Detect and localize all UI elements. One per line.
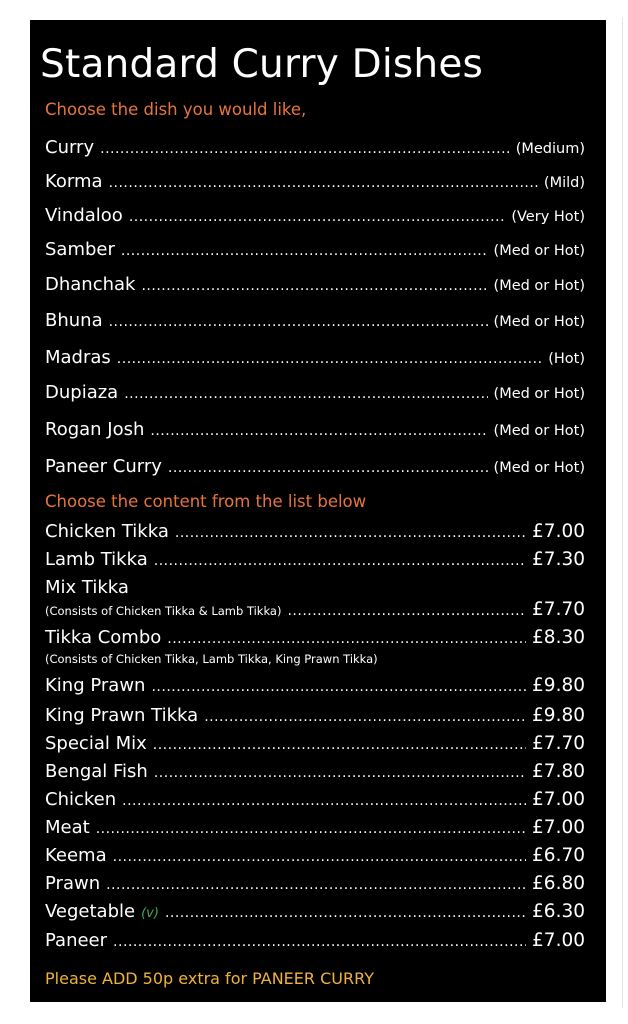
menu-panel [30,20,606,1002]
content-name: King Prawn Tikka [45,705,199,726]
dot-leader [204,709,526,725]
dot-leader [168,460,488,476]
footer-note: Please ADD 50p extra for PANEER CURRY [45,969,374,988]
dot-leader [175,525,526,541]
dish-row [45,171,585,192]
dish-name: Korma [45,171,103,192]
dot-leader [167,631,526,647]
content-note: (Consists of Chicken Tikka & Lamb Tikka) [45,604,282,618]
content-name: Meat [45,817,90,838]
dish-name: Curry [45,137,95,158]
dot-leader [100,141,510,157]
choose-dish-label: Choose the dish you would like, [45,100,307,119]
content-price: £9.80 [532,705,585,726]
dish-heat-level: (Very Hot) [511,209,585,225]
dish-heat-level: (Med or Hot) [493,278,585,294]
content-row [45,817,585,838]
content-name: Paneer [45,930,108,951]
dish-name: Rogan Josh [45,419,145,440]
content-row [45,873,585,894]
content-name: Keema [45,845,107,866]
content-name: King Prawn [45,675,146,696]
dish-row [45,310,585,331]
dot-leader [109,175,538,191]
dot-leader [129,209,506,225]
content-name: Chicken [45,789,117,810]
dish-heat-level: (Mild) [543,175,585,191]
content-note: (Consists of Chicken Tikka, Lamb Tikka, King Prawn Tikka) [45,652,378,666]
content-name: Tikka Combo [45,627,162,648]
content-price: £7.70 [532,733,585,754]
content-row [45,705,585,726]
dish-heat-level: (Hot) [548,351,585,367]
content-row [45,901,585,922]
dish-heat-level: (Med or Hot) [493,386,585,402]
dish-name: Samber [45,239,115,260]
dot-leader [121,243,488,259]
content-row [45,627,585,648]
content-name: Chicken Tikka [45,521,169,542]
dish-name: Madras [45,347,111,368]
dish-row [45,205,585,226]
dish-row [45,347,585,368]
dish-name: Vindaloo [45,205,123,226]
dot-leader [113,934,526,950]
dish-name: Bhuna [45,310,103,331]
content-price: £7.00 [532,930,585,951]
content-price: £7.70 [532,599,585,620]
content-row [45,761,585,782]
content-row [45,845,585,866]
content-price: £6.70 [532,845,585,866]
dish-row [45,274,585,295]
content-price: £8.30 [532,627,585,648]
content-row [45,930,585,951]
vegetarian-tag: (v) [141,906,159,921]
content-name: Prawn [45,873,101,894]
dot-leader [109,314,488,330]
page-edge-divider [622,18,623,1008]
dot-leader [113,849,526,865]
dish-heat-level: (Med or Hot) [493,314,585,330]
dish-heat-level: (Med or Hot) [493,423,585,439]
dish-name: Dhanchak [45,274,136,295]
dish-name: Paneer Curry [45,456,162,477]
content-price: £7.00 [532,521,585,542]
content-row [45,549,585,570]
content-row [45,675,585,696]
dish-row [45,382,585,403]
dot-leader [117,351,542,367]
dot-leader [122,793,526,809]
dish-row [45,419,585,440]
choose-content-label: Choose the content from the list below [45,492,367,511]
dot-leader [141,278,487,294]
dot-leader [165,905,526,921]
content-name: Mix Tikka [45,577,129,598]
content-price: £6.30 [532,901,585,922]
dish-name: Dupiaza [45,382,119,403]
content-row [45,733,585,754]
dot-leader [124,386,487,402]
content-price: £7.30 [532,549,585,570]
dish-row [45,239,585,260]
content-name: Bengal Fish [45,761,148,782]
content-price: £6.80 [532,873,585,894]
dot-leader [154,553,526,569]
dish-heat-level: (Medium) [515,141,585,157]
content-name: Special Mix [45,733,147,754]
dot-leader [153,737,526,753]
content-name: Vegetable [45,901,136,922]
dish-row [45,137,585,158]
content-row [45,521,585,542]
dot-leader [96,821,526,837]
dot-leader [154,765,526,781]
dish-heat-level: (Med or Hot) [493,460,585,476]
dot-leader [287,603,526,619]
content-row [45,599,585,620]
content-price: £7.00 [532,817,585,838]
dish-row [45,456,585,477]
dot-leader [150,423,487,439]
content-price: £9.80 [532,675,585,696]
page-title: Standard Curry Dishes [40,42,484,87]
content-row [45,789,585,810]
content-price: £7.00 [532,789,585,810]
dot-leader [151,679,526,695]
dish-heat-level: (Med or Hot) [493,243,585,259]
content-price: £7.80 [532,761,585,782]
dot-leader [106,877,526,893]
content-name: Lamb Tikka [45,549,148,570]
